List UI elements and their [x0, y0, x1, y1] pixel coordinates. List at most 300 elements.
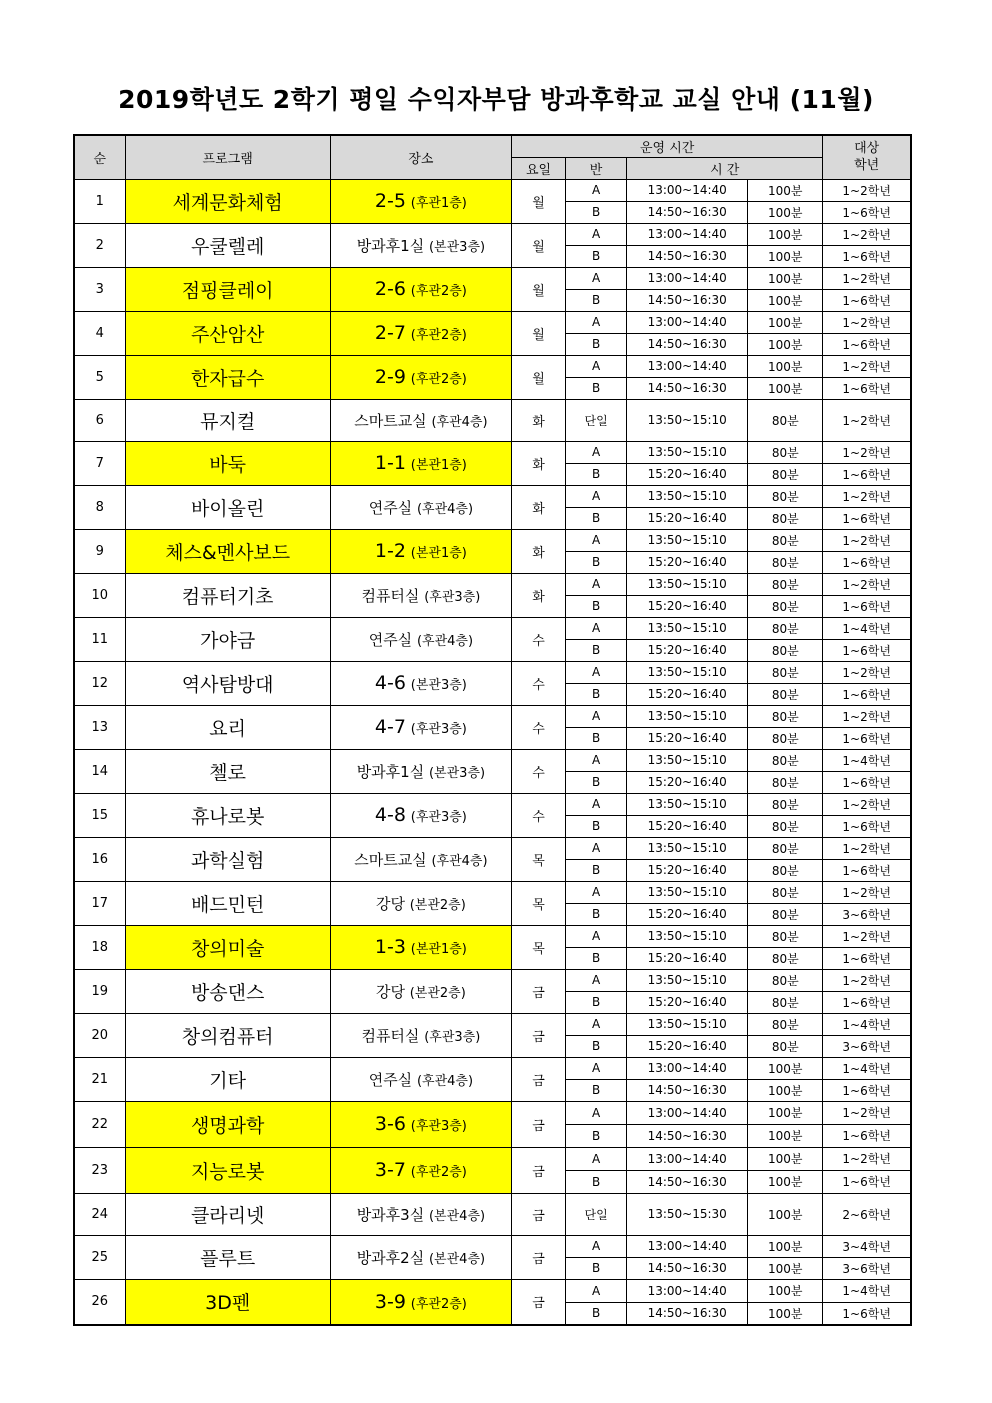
building-floor: (본관2층): [409, 985, 466, 1001]
room-name: 방과후1실: [356, 236, 425, 255]
time-range: 13:00~14:40: [627, 1147, 748, 1170]
class-section: A: [566, 267, 627, 289]
building-floor: (후관2층): [410, 1296, 467, 1312]
target-grade: 1~2학년: [823, 355, 911, 377]
time-range: 14:50~16:30: [627, 1124, 748, 1147]
time-range: 15:20~16:40: [627, 771, 748, 793]
row-number: 1: [74, 179, 125, 223]
time-range: 14:50~16:30: [627, 245, 748, 267]
day-of-week: 금: [511, 1279, 565, 1325]
table-row: [74, 881, 911, 903]
row-number: 10: [74, 573, 125, 617]
target-grade: 1~6학년: [823, 595, 911, 617]
duration: 80분: [748, 925, 823, 947]
program-name: 휴나로봇: [125, 793, 330, 837]
program-name: 플루트: [125, 1235, 330, 1279]
time-range: 15:20~16:40: [627, 551, 748, 573]
day-of-week: 수: [511, 617, 565, 661]
duration: 80분: [748, 903, 823, 925]
building-floor: (본관3층): [428, 239, 486, 255]
target-grade: 1~6학년: [823, 1302, 911, 1325]
day-of-week: 목: [511, 881, 565, 925]
time-range: 15:20~16:40: [627, 903, 748, 925]
building-floor: (후관3층): [424, 589, 481, 605]
time-range: 15:20~16:40: [627, 683, 748, 705]
room-name: 스마트교실: [354, 411, 427, 430]
duration: 100분: [748, 1170, 823, 1193]
day-of-week: 금: [511, 1193, 565, 1235]
building-floor: (후관1층): [410, 196, 467, 211]
building-floor: (본관4층): [428, 1251, 486, 1267]
building-floor: (후관3층): [424, 1029, 481, 1045]
target-grade: 1~2학년: [823, 311, 911, 333]
program-name: 바둑: [125, 441, 330, 485]
duration: 100분: [748, 245, 823, 267]
location: [330, 661, 511, 705]
target-grade: 1~6학년: [823, 991, 911, 1013]
location: [330, 441, 511, 485]
day-of-week: 월: [511, 311, 565, 355]
target-grade: 3~6학년: [823, 903, 911, 925]
location: [330, 1057, 511, 1101]
table-row: [74, 311, 911, 333]
table-row: [74, 573, 911, 595]
row-number: 11: [74, 617, 125, 661]
target-grade: 1~4학년: [823, 1057, 911, 1079]
target-grade: 2~6학년: [823, 1193, 911, 1235]
day-of-week: 수: [511, 749, 565, 793]
duration: 80분: [748, 529, 823, 551]
program-name: 역사탐방대: [125, 661, 330, 705]
room-name: 연주실: [368, 498, 413, 517]
time-range: 13:50~15:10: [627, 969, 748, 991]
table-row: [74, 749, 911, 771]
location: [330, 485, 511, 529]
location: [330, 573, 511, 617]
building-floor: (후관2층): [410, 372, 467, 387]
target-grade: 1~6학년: [823, 377, 911, 399]
room-name: 1-2: [374, 540, 406, 562]
target-grade: 1~6학년: [823, 201, 911, 223]
class-section: A: [566, 485, 627, 507]
day-of-week: 화: [511, 399, 565, 441]
time-range: 14:50~16:30: [627, 333, 748, 355]
location: [330, 179, 511, 223]
header-place: 장소: [330, 135, 511, 179]
building-floor: (본관1층): [410, 942, 467, 957]
duration: 100분: [748, 333, 823, 355]
duration: 100분: [748, 1193, 823, 1235]
building-floor: (후관4층): [416, 1073, 474, 1089]
time-range: 13:50~15:10: [627, 793, 748, 815]
class-section: B: [566, 377, 627, 399]
duration: 100분: [748, 1147, 823, 1170]
room-name: 2-7: [374, 322, 406, 344]
time-range: 15:20~16:40: [627, 639, 748, 661]
building-floor: (본관1층): [410, 458, 467, 473]
class-section: A: [566, 969, 627, 991]
class-section: B: [566, 595, 627, 617]
target-grade: 1~6학년: [823, 463, 911, 485]
room-name: 컴퓨터실: [361, 1026, 420, 1045]
row-number: 14: [74, 749, 125, 793]
time-range: 14:50~16:30: [627, 1170, 748, 1193]
target-grade: 1~6학년: [823, 639, 911, 661]
class-section: A: [566, 617, 627, 639]
time-range: 13:50~15:10: [627, 837, 748, 859]
day-of-week: 화: [511, 573, 565, 617]
row-number: 15: [74, 793, 125, 837]
target-grade: 1~4학년: [823, 1279, 911, 1302]
time-range: 15:20~16:40: [627, 727, 748, 749]
duration: 80분: [748, 749, 823, 771]
class-section: B: [566, 1257, 627, 1279]
row-number: 19: [74, 969, 125, 1013]
time-range: 14:50~16:30: [627, 201, 748, 223]
class-section: B: [566, 289, 627, 311]
target-grade: 1~6학년: [823, 771, 911, 793]
table-row: [74, 485, 911, 507]
room-name: 3-6: [374, 1113, 406, 1135]
duration: 100분: [748, 1279, 823, 1302]
class-section: A: [566, 705, 627, 727]
table-row: [74, 1193, 911, 1235]
row-number: 4: [74, 311, 125, 355]
day-of-week: 월: [511, 179, 565, 223]
table-row: [74, 1235, 911, 1257]
duration: 80분: [748, 815, 823, 837]
time-range: 14:50~16:30: [627, 1257, 748, 1279]
location: [330, 793, 511, 837]
table-row: [74, 355, 911, 377]
duration: 100분: [748, 267, 823, 289]
program-name: 세계문화체험: [125, 179, 330, 223]
day-of-week: 금: [511, 969, 565, 1013]
program-name: 요리: [125, 705, 330, 749]
class-section: A: [566, 881, 627, 903]
class-section: A: [566, 1235, 627, 1257]
time-range: 13:00~14:40: [627, 355, 748, 377]
duration: 80분: [748, 771, 823, 793]
table-row: [74, 267, 911, 289]
class-section: B: [566, 991, 627, 1013]
duration: 100분: [748, 1235, 823, 1257]
class-section: B: [566, 727, 627, 749]
target-grade: 1~2학년: [823, 267, 911, 289]
program-name: 기타: [125, 1057, 330, 1101]
class-section: B: [566, 815, 627, 837]
building-floor: (후관3층): [410, 810, 467, 825]
table-row: [74, 1279, 911, 1302]
table-header: [74, 135, 911, 179]
class-section: A: [566, 749, 627, 771]
target-grade: 1~2학년: [823, 529, 911, 551]
program-name: 뮤지컬: [125, 399, 330, 441]
target-grade: 1~2학년: [823, 793, 911, 815]
row-number: 24: [74, 1193, 125, 1235]
time-range: 15:20~16:40: [627, 1035, 748, 1057]
time-range: 13:50~15:10: [627, 617, 748, 639]
table-row: [74, 399, 911, 441]
day-of-week: 수: [511, 793, 565, 837]
target-grade: 1~4학년: [823, 749, 911, 771]
schedule-table: [73, 134, 912, 1326]
table-row: [74, 705, 911, 727]
row-number: 2: [74, 223, 125, 267]
class-section: A: [566, 1013, 627, 1035]
location: [330, 1279, 511, 1325]
class-section: A: [566, 179, 627, 201]
time-range: 14:50~16:30: [627, 289, 748, 311]
table-row: [74, 529, 911, 551]
time-range: 15:20~16:40: [627, 991, 748, 1013]
class-section: A: [566, 355, 627, 377]
target-grade: 1~2학년: [823, 399, 911, 441]
class-section: A: [566, 837, 627, 859]
day-of-week: 금: [511, 1235, 565, 1279]
time-range: 15:20~16:40: [627, 947, 748, 969]
class-section: 단일: [566, 399, 627, 441]
target-grade: 1~6학년: [823, 683, 911, 705]
program-name: 창의미술: [125, 925, 330, 969]
duration: 100분: [748, 1101, 823, 1124]
day-of-week: 화: [511, 529, 565, 573]
time-range: 13:00~14:40: [627, 1057, 748, 1079]
program-name: 3D펜: [125, 1279, 330, 1325]
building-floor: (후관2층): [410, 284, 467, 299]
room-name: 강당: [375, 894, 405, 913]
row-number: 21: [74, 1057, 125, 1101]
room-name: 방과후1실: [356, 762, 425, 781]
target-grade: 1~2학년: [823, 925, 911, 947]
target-grade: 1~6학년: [823, 727, 911, 749]
duration: 80분: [748, 1013, 823, 1035]
time-range: 13:50~15:10: [627, 529, 748, 551]
target-grade: 1~2학년: [823, 1101, 911, 1124]
room-name: 연주실: [368, 1070, 413, 1089]
time-range: 13:50~15:30: [627, 1193, 748, 1235]
duration: 80분: [748, 507, 823, 529]
building-floor: (본관1층): [410, 546, 467, 561]
duration: 80분: [748, 485, 823, 507]
class-section: A: [566, 1279, 627, 1302]
header-op-time: 운영 시간: [511, 135, 822, 157]
class-section: A: [566, 1101, 627, 1124]
row-number: 22: [74, 1101, 125, 1147]
duration: 80분: [748, 705, 823, 727]
location: [330, 223, 511, 267]
duration: 100분: [748, 201, 823, 223]
class-section: B: [566, 507, 627, 529]
header-time: 시 간: [627, 157, 823, 179]
class-section: B: [566, 1035, 627, 1057]
header-day: 요일: [511, 157, 565, 179]
time-range: 13:50~15:10: [627, 925, 748, 947]
target-grade: 1~6학년: [823, 551, 911, 573]
class-section: A: [566, 661, 627, 683]
room-name: 1-3: [374, 936, 406, 958]
location: [330, 617, 511, 661]
row-number: 7: [74, 441, 125, 485]
day-of-week: 월: [511, 267, 565, 311]
time-range: 13:00~14:40: [627, 1235, 748, 1257]
class-section: B: [566, 551, 627, 573]
room-name: 4-6: [374, 672, 406, 694]
room-name: 강당: [375, 982, 405, 1001]
time-range: 13:00~14:40: [627, 1279, 748, 1302]
location: [330, 529, 511, 573]
time-range: 14:50~16:30: [627, 1079, 748, 1101]
class-section: A: [566, 573, 627, 595]
program-name: 지능로봇: [125, 1147, 330, 1193]
location: [330, 1013, 511, 1057]
class-section: B: [566, 1170, 627, 1193]
target-grade: 1~4학년: [823, 617, 911, 639]
duration: 100분: [748, 1257, 823, 1279]
time-range: 13:50~15:10: [627, 573, 748, 595]
table-row: [74, 837, 911, 859]
program-name: 우쿨렐레: [125, 223, 330, 267]
target-grade: 1~6학년: [823, 1170, 911, 1193]
class-section: A: [566, 925, 627, 947]
duration: 80분: [748, 991, 823, 1013]
target-grade: 1~6학년: [823, 859, 911, 881]
day-of-week: 금: [511, 1013, 565, 1057]
day-of-week: 목: [511, 925, 565, 969]
target-grade: 3~6학년: [823, 1035, 911, 1057]
program-name: 점핑클레이: [125, 267, 330, 311]
target-grade: 1~6학년: [823, 507, 911, 529]
day-of-week: 월: [511, 355, 565, 399]
class-section: B: [566, 333, 627, 355]
duration: 100분: [748, 289, 823, 311]
time-range: 13:00~14:40: [627, 179, 748, 201]
duration: 80분: [748, 661, 823, 683]
table-row: [74, 223, 911, 245]
class-section: B: [566, 1124, 627, 1147]
target-grade: 1~4학년: [823, 1013, 911, 1035]
duration: 100분: [748, 355, 823, 377]
location: [330, 881, 511, 925]
room-name: 3-9: [374, 1290, 406, 1313]
location: [330, 925, 511, 969]
time-range: 13:50~15:10: [627, 705, 748, 727]
class-section: A: [566, 223, 627, 245]
row-number: 18: [74, 925, 125, 969]
target-grade: 1~6학년: [823, 1079, 911, 1101]
location: [330, 969, 511, 1013]
day-of-week: 금: [511, 1057, 565, 1101]
program-name: 체스&멘사보드: [125, 529, 330, 573]
time-range: 13:50~15:10: [627, 485, 748, 507]
duration: 80분: [748, 793, 823, 815]
room-name: 4-7: [374, 716, 406, 738]
row-number: 20: [74, 1013, 125, 1057]
day-of-week: 화: [511, 485, 565, 529]
class-section: B: [566, 245, 627, 267]
duration: 80분: [748, 463, 823, 485]
duration: 80분: [748, 617, 823, 639]
table-row: [74, 1147, 911, 1170]
program-name: 컴퓨터기초: [125, 573, 330, 617]
class-section: B: [566, 771, 627, 793]
building-floor: (후관4층): [416, 501, 474, 517]
class-section: B: [566, 1302, 627, 1325]
time-range: 15:20~16:40: [627, 859, 748, 881]
program-name: 생명과학: [125, 1101, 330, 1147]
room-name: 4-8: [374, 804, 406, 826]
table-row: [74, 1057, 911, 1079]
target-grade: 1~2학년: [823, 179, 911, 201]
duration: 100분: [748, 311, 823, 333]
row-number: 3: [74, 267, 125, 311]
row-number: 23: [74, 1147, 125, 1193]
duration: 80분: [748, 859, 823, 881]
class-section: B: [566, 201, 627, 223]
target-grade: 1~2학년: [823, 1147, 911, 1170]
target-grade: 1~6학년: [823, 333, 911, 355]
row-number: 8: [74, 485, 125, 529]
location: [330, 705, 511, 749]
time-range: 13:00~14:40: [627, 1101, 748, 1124]
room-name: 2-9: [374, 366, 406, 388]
room-name: 2-5: [374, 190, 406, 212]
duration: 80분: [748, 837, 823, 859]
row-number: 25: [74, 1235, 125, 1279]
program-name: 방송댄스: [125, 969, 330, 1013]
room-name: 2-6: [374, 278, 406, 300]
class-section: 단일: [566, 1193, 627, 1235]
duration: 100분: [748, 1057, 823, 1079]
time-range: 15:20~16:40: [627, 595, 748, 617]
row-number: 6: [74, 399, 125, 441]
target-grade: 1~2학년: [823, 837, 911, 859]
duration: 80분: [748, 595, 823, 617]
target-grade: 1~2학년: [823, 485, 911, 507]
row-number: 26: [74, 1279, 125, 1325]
class-section: B: [566, 947, 627, 969]
table-row: [74, 179, 911, 201]
target-grade: 1~6학년: [823, 815, 911, 837]
time-range: 15:20~16:40: [627, 463, 748, 485]
class-section: B: [566, 859, 627, 881]
location: [330, 355, 511, 399]
program-name: 한자급수: [125, 355, 330, 399]
duration: 100분: [748, 1302, 823, 1325]
time-range: 13:50~15:10: [627, 441, 748, 463]
table-row: [74, 617, 911, 639]
class-section: B: [566, 1079, 627, 1101]
time-range: 13:00~14:40: [627, 267, 748, 289]
target-grade: 1~6학년: [823, 947, 911, 969]
table-row: [74, 661, 911, 683]
duration: 80분: [748, 727, 823, 749]
row-number: 9: [74, 529, 125, 573]
row-number: 13: [74, 705, 125, 749]
duration: 80분: [748, 683, 823, 705]
building-floor: (후관2층): [410, 1165, 467, 1180]
room-name: 1-1: [374, 452, 406, 474]
row-number: 16: [74, 837, 125, 881]
duration: 80분: [748, 399, 823, 441]
time-range: 15:20~16:40: [627, 815, 748, 837]
day-of-week: 금: [511, 1101, 565, 1147]
row-number: 12: [74, 661, 125, 705]
duration: 80분: [748, 441, 823, 463]
duration: 80분: [748, 573, 823, 595]
program-name: 배드민턴: [125, 881, 330, 925]
target-grade: 1~6학년: [823, 245, 911, 267]
